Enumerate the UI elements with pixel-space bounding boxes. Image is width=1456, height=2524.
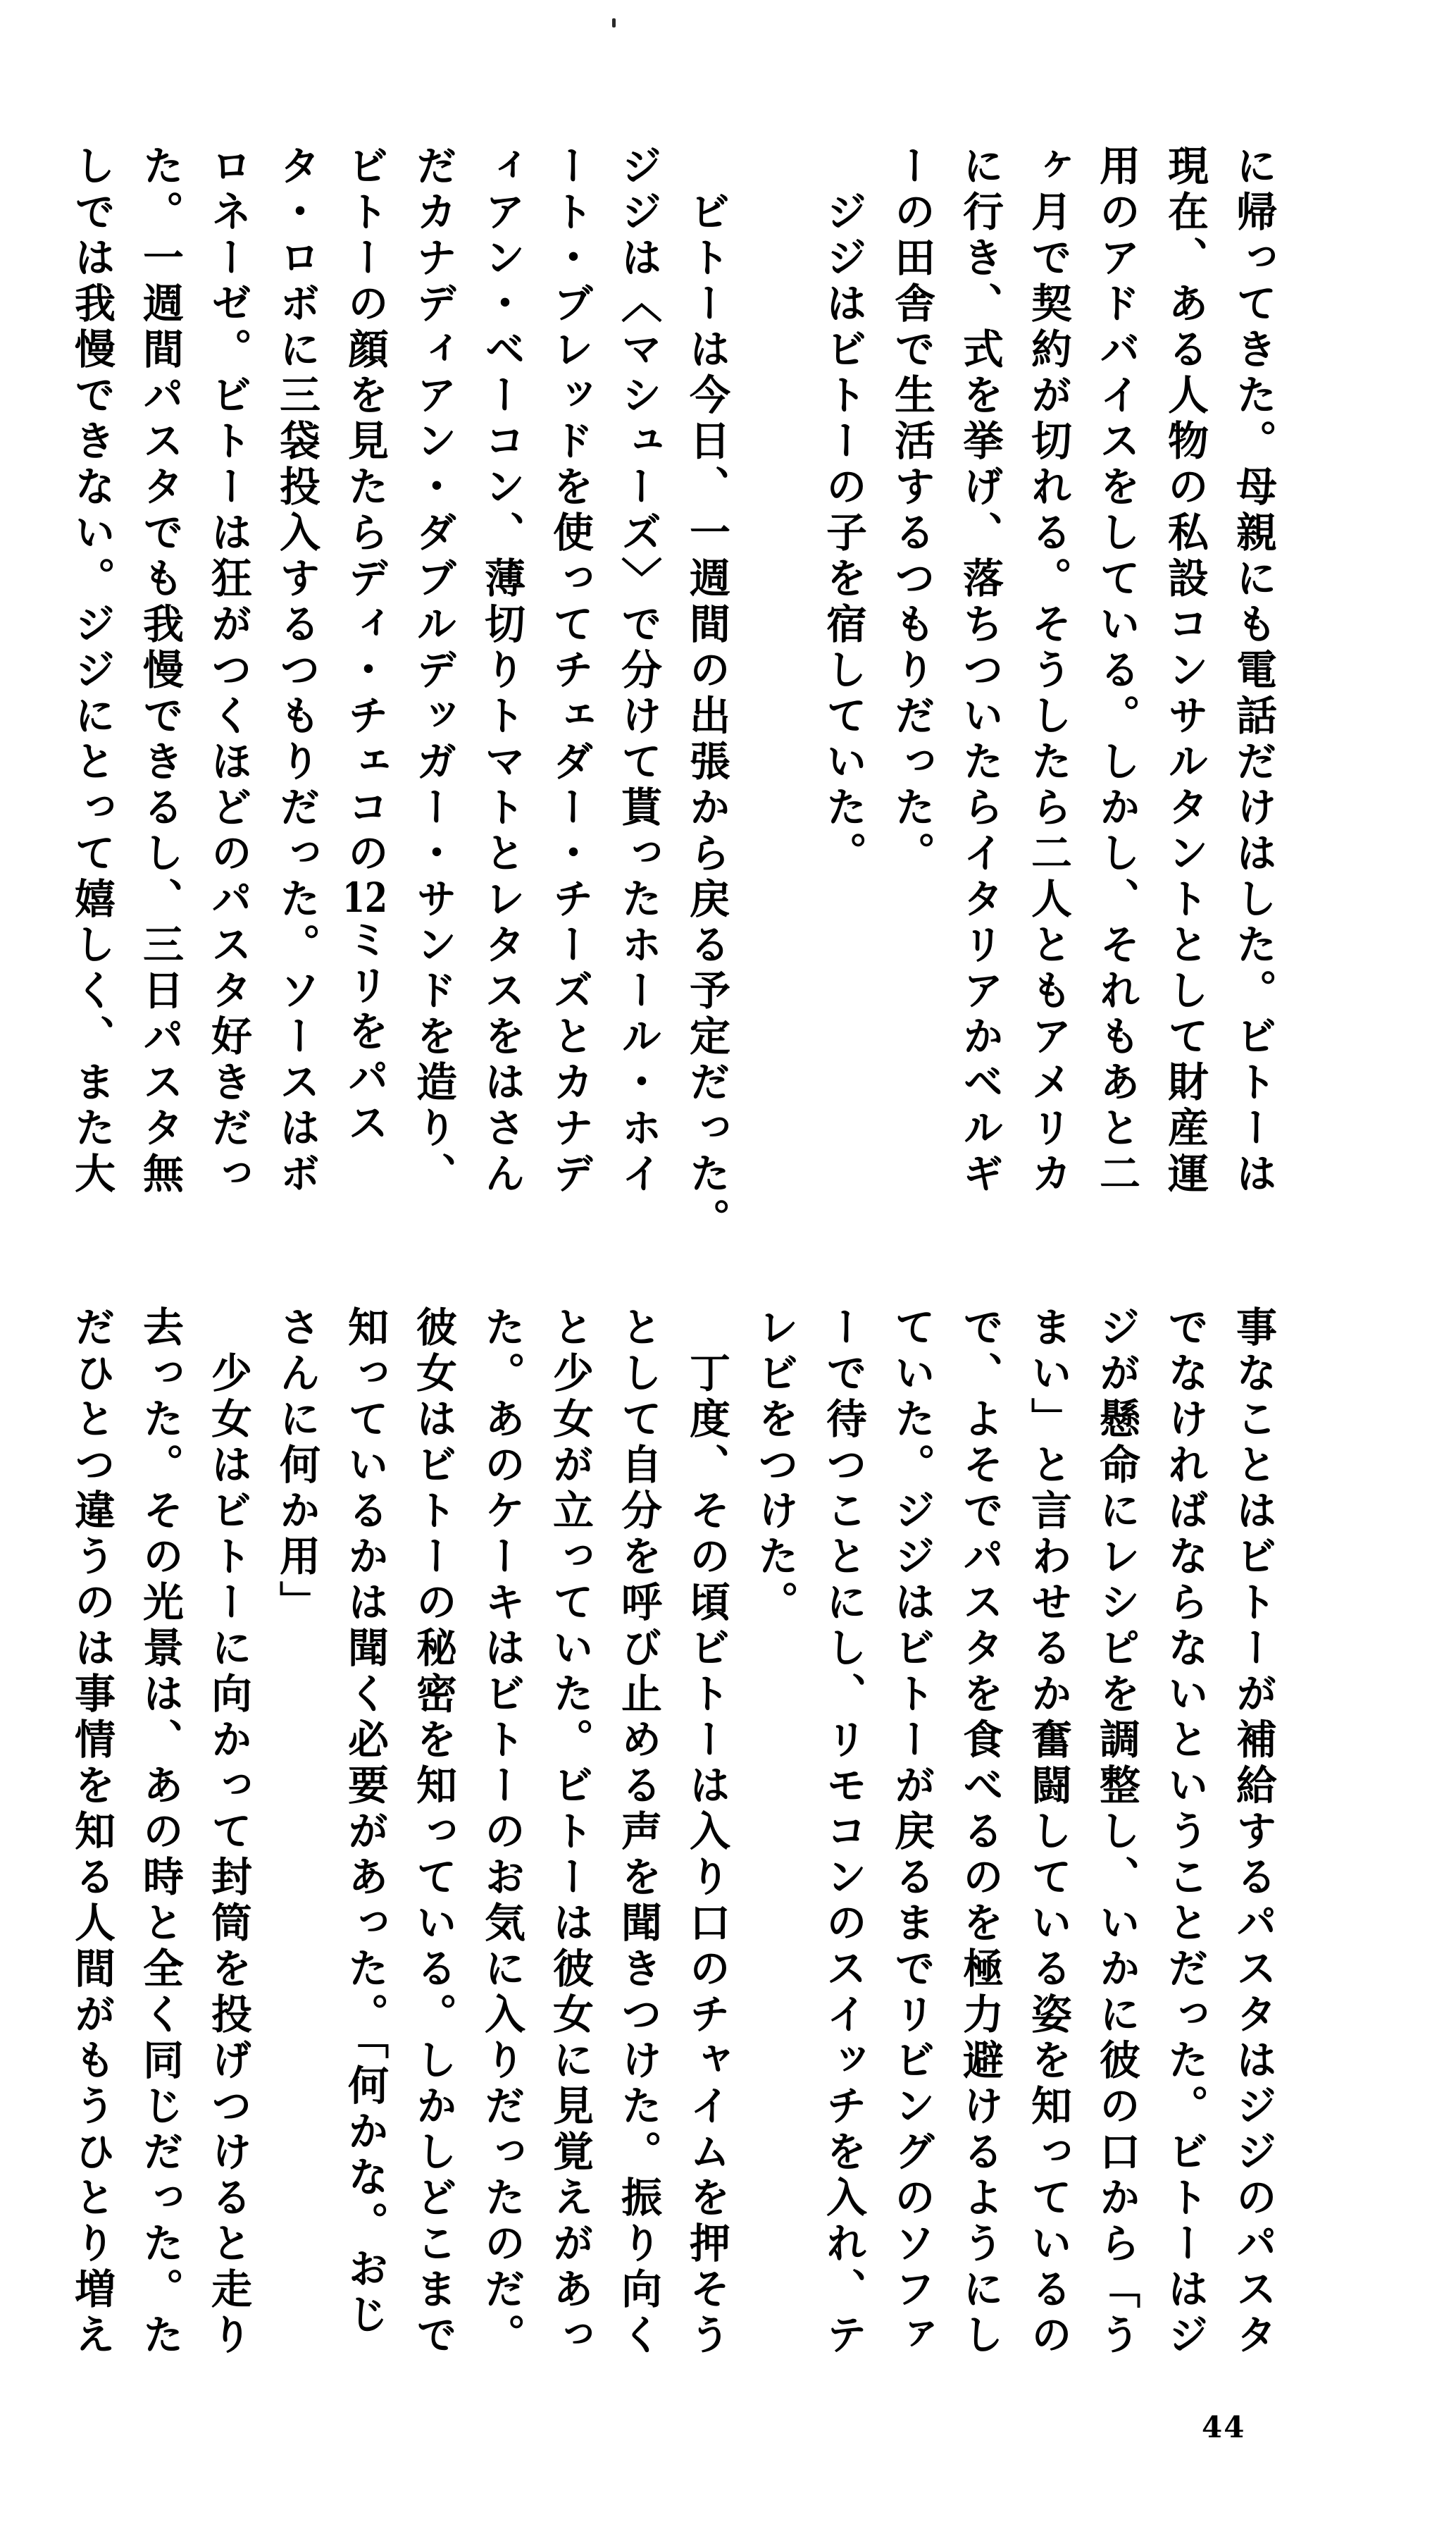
- text-column: だひとつ違うのは事情を知る人間がもうひとり増え: [68, 1306, 116, 2359]
- text-column: ていた。ジジはビトーが戻るまでリビングのソファ: [888, 1306, 935, 2359]
- page-number: 44: [1202, 2410, 1246, 2444]
- text-column: 丁度、その頃ビトーは入り口のチャイムを押そう: [683, 1306, 730, 2359]
- text-column: 用のアドバイスをしている。しかし、それもあと二: [1093, 144, 1140, 1198]
- top-text-block: [57, 144, 1287, 1244]
- text-column: で、よそでパスタを食べるのを極力避けるようにし: [956, 1306, 1004, 2359]
- text-column: と少女が立っていた。ビトーは彼女に見覚えがあっ: [546, 1306, 594, 2359]
- text-column: ビトーの顔を見たらディ・チェコの12ミリをパス: [341, 144, 389, 1147]
- text-column: ーの田舎で生活するつもりだった。: [888, 144, 935, 877]
- text-column: として自分を呼び止める声を聞きつけた。振り向く: [614, 1306, 662, 2359]
- text-column: ジジはビトーの子を宿していた。: [819, 144, 867, 877]
- text-column: しでは我慢できない。ジジにとって嬉しく、また大: [68, 144, 116, 1198]
- text-column: 知っているかは聞く必要があった。「何かな。おじ: [341, 1306, 389, 2339]
- text-column: [740, 144, 809, 1244]
- text-column: ート・ブレッドを使ってチェダー・チーズとカナデ: [546, 144, 594, 1198]
- text-column: ジが懸命にレシピを調整し、いかに彼の口から「う: [1093, 1306, 1140, 2359]
- text-column: レビをつけた。: [751, 1306, 799, 1626]
- text-column: た。一週間パスタでも我慢できるし、三日パスタ無: [136, 144, 184, 1198]
- text-column: さんに何か用」: [273, 1306, 321, 1626]
- text-column: ロネーゼ。ビトーは狂がつくほどのパスタ好きだっ: [204, 144, 252, 1198]
- bottom-text-block: [57, 1306, 1287, 2359]
- text-column: 彼女はビトーの秘密を知っている。しかしどこまで: [409, 1306, 457, 2359]
- text-column: ビトーは今日、一週間の出張から戻る予定だった。: [683, 144, 730, 1244]
- text-column: ジジは〈マシューズ〉で分けて貰ったホール・ホイ: [614, 144, 662, 1198]
- tatechuyoko-digits: 12: [342, 877, 387, 918]
- text-column: だカナディアン・ダブルデッガー・サンドを造り、: [409, 144, 457, 1198]
- text-column: ーで待つことにし、リモコンのスイッチを入れ、テ: [819, 1306, 867, 2359]
- text-column: ヶ月で契約が切れる。そうしたら二人ともアメリカ: [1024, 144, 1072, 1198]
- text-column: に帰ってきた。母親にも電話だけはした。ビトーは: [1229, 144, 1277, 1198]
- text-column: 去った。その光景は、あの時と全く同じだった。た: [136, 1306, 184, 2359]
- text-column: 少女はビトーに向かって封筒を投げつけると走り: [204, 1306, 252, 2359]
- text-column: ィアン・ベーコン、薄切りトマトとレタスをはさん: [478, 144, 525, 1198]
- text-column: 事なことはビトーが補給するパスタはジジのパスタ: [1229, 1306, 1277, 2359]
- text-column: まい」と言わせるか奮闘している姿を知っているの: [1024, 1306, 1072, 2359]
- text-column: でなければならないということだった。ビトーはジ: [1161, 1306, 1209, 2359]
- text-column: 現在、ある人物の私設コンサルタントとして財産運: [1161, 144, 1209, 1198]
- text-column: た。あのケーキはビトーのお気に入りだったのだ。: [478, 1306, 525, 2359]
- text-column: タ・ロボに三袋投入するつもりだった。ソースはボ: [273, 144, 321, 1198]
- text-column: に行き、式を挙げ、落ちついたらイタリアかベルギ: [956, 144, 1004, 1198]
- scan-speck: [612, 18, 616, 27]
